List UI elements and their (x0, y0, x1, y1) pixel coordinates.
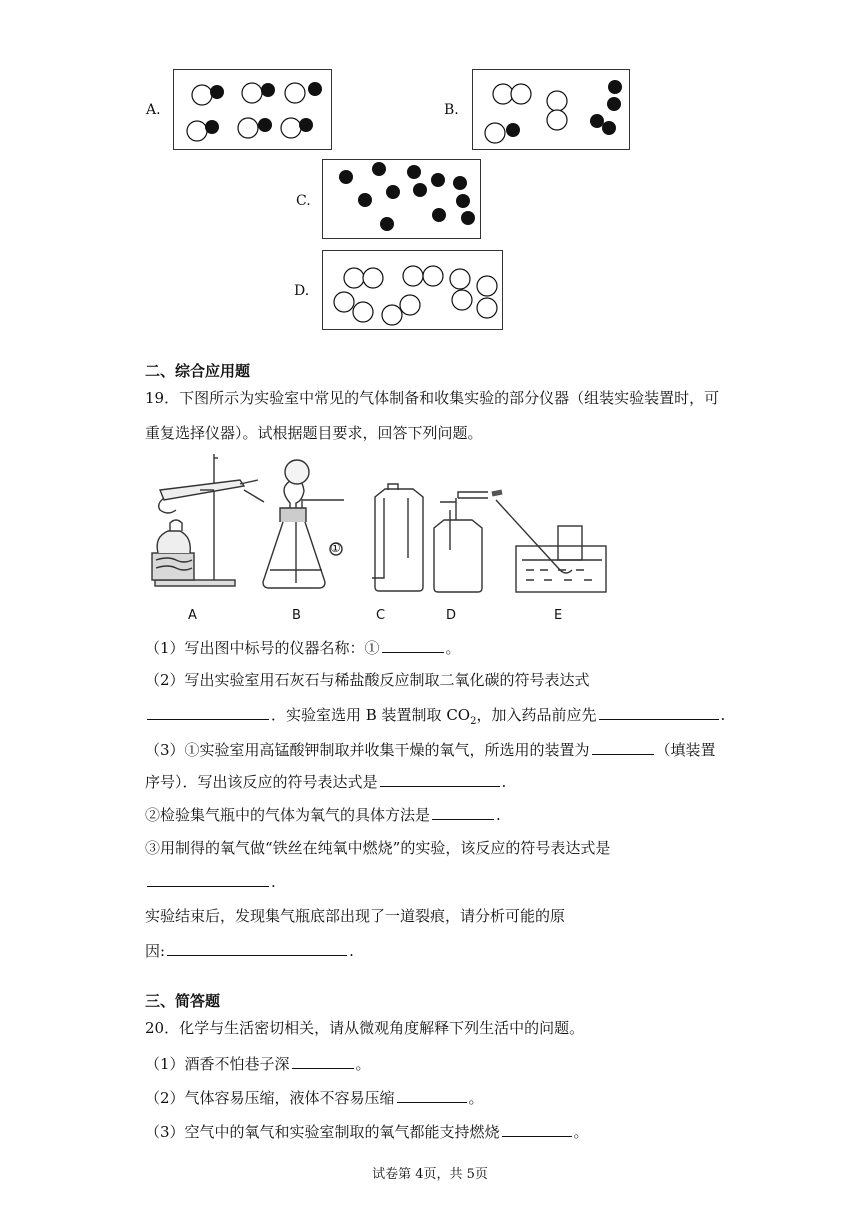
question-part: ③用制得的氧气做“铁丝在纯氧中燃烧”的实验，该反应的符号表达式是 (145, 839, 611, 857)
apparatus-marker: ① (330, 541, 341, 555)
apparatus-label-d: D (446, 608, 457, 623)
question-stem: 20．化学与生活密切相关，请从微观角度解释下列生活中的问题。 (145, 1019, 585, 1037)
lab-apparatus-figure (140, 450, 620, 630)
molecule-diagram-b (472, 69, 630, 150)
molecule-diagram-a (173, 69, 332, 150)
answer-blank[interactable] (432, 804, 494, 820)
question-part: . (145, 871, 720, 892)
question-part: （2）气体容易压缩，液体不容易压缩 。 (145, 1089, 484, 1107)
molecule-a-figure (174, 70, 331, 149)
apparatus-label-c: C (376, 608, 386, 623)
molecule-d-figure (323, 251, 502, 329)
answer-blank[interactable] (592, 739, 654, 755)
apparatus-drawing (140, 450, 620, 630)
apparatus-label-e: E (554, 608, 563, 623)
question-part: ②检验集气瓶中的气体为氧气的具体方法是 . (145, 806, 501, 824)
question-part: 实验结束后，发现集气瓶底部出现了一道裂痕，请分析可能的原 (145, 907, 566, 925)
question-stem: 重复选择仪器）。试根据题目要求，回答下列问题。 (145, 424, 483, 442)
question-part: （2）写出实验室用石灰石与稀盐酸反应制取二氧化碳的符号表达式 (145, 671, 590, 689)
answer-blank[interactable] (380, 771, 500, 787)
apparatus-label-b: B (292, 608, 301, 623)
option-d-label: D. (294, 283, 310, 299)
option-c-label: C. (296, 193, 311, 209)
question-part: ．实验室选用 B 装置制取 $CO_2$，加入药品前应先 . (145, 704, 720, 732)
section-title: 二、综合应用题 (145, 362, 251, 380)
question-stem: 19．下图所示为实验室中常见的气体制备和收集实验的部分仪器（组装实验装置时，可 (145, 389, 720, 407)
answer-blank[interactable] (382, 637, 444, 653)
question-part: （3）空气中的氧气和实验室制取的氧气都能支持燃烧 。 (145, 1123, 589, 1141)
molecule-c-figure (323, 160, 480, 238)
option-b-label: B. (444, 102, 459, 118)
molecule-b-figure (473, 70, 629, 149)
molecule-diagram-d (322, 250, 503, 330)
answer-blank[interactable] (502, 1121, 572, 1137)
answer-blank[interactable] (397, 1087, 467, 1103)
answer-blank[interactable] (147, 704, 269, 720)
section-title: 三、简答题 (145, 992, 221, 1010)
question-part: 序号）．写出该反应的符号表达式是 . (145, 773, 507, 791)
answer-blank[interactable] (167, 940, 347, 956)
question-part: （1）酒香不怕巷子深 。 (145, 1055, 371, 1073)
answer-blank[interactable] (147, 871, 269, 887)
question-part: （3）①实验室用高锰酸钾制取并收集干燥的氧气，所选用的装置为 （填装置 (145, 741, 716, 759)
question-part: 因: . (145, 942, 354, 960)
question-part: （1）写出图中标号的仪器名称：① 。 (145, 639, 461, 657)
answer-blank[interactable] (292, 1053, 354, 1069)
apparatus-label-a: A (188, 608, 197, 623)
page-footer: 试卷第 4页，共 5页 (372, 1167, 488, 1182)
option-a-label: A. (146, 102, 161, 118)
answer-blank[interactable] (599, 704, 719, 720)
molecule-diagram-c (322, 159, 481, 239)
